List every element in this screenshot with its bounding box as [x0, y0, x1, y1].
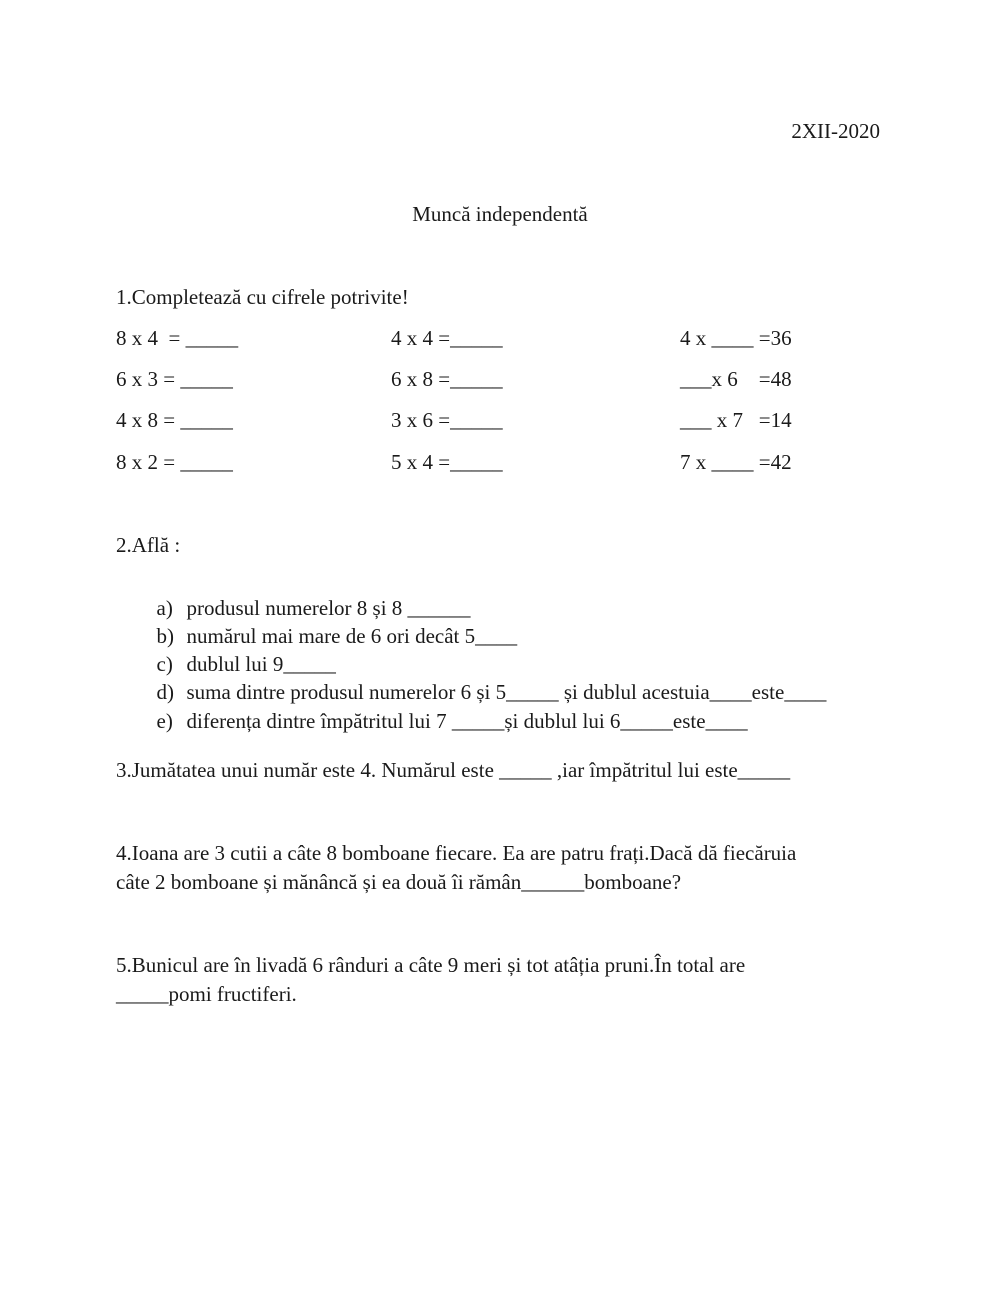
equation: 6 x 8 =_____ — [391, 367, 503, 391]
list-marker: a) — [156, 596, 173, 620]
list-marker: d) — [156, 680, 174, 704]
exercise-3-text: 3.Jumătatea unui număr este 4. Numărul este _____ ,iar împătritul lui este_____ — [116, 758, 791, 782]
equation: 4 x 8 = _____ — [116, 408, 233, 432]
page-title: Muncă independentă — [412, 202, 588, 226]
list-item-text: numărul mai mare de 6 ori decât 5____ — [186, 624, 518, 648]
equation: 5 x 4 =_____ — [391, 450, 503, 474]
equation: 3 x 6 =_____ — [391, 408, 503, 432]
list-item — [146, 690, 748, 732]
equation: 6 x 3 = _____ — [116, 367, 233, 391]
list-marker: e) — [156, 709, 173, 733]
list-item-text: produsul numerelor 8 și 8 ______ — [186, 596, 471, 620]
exercise-1-heading: 1.Completează cu cifrele potrivite! — [116, 285, 409, 309]
list-item-text: suma dintre produsul numerelor 6 și 5_____ și dublul acestuia____este____ — [186, 680, 827, 704]
exercise-5-line-1: 5.Bunicul are în livadă 6 rânduri a câte 9 meri și tot atâția pruni.În total are — [116, 953, 746, 977]
equation: 7 x ____ =42 — [680, 450, 792, 474]
exercise-4-line-2: câte 2 bomboane și mănâncă și ea două îi rămân______bomboane? — [116, 870, 682, 894]
equation: ___x 6 =48 — [680, 367, 792, 391]
equation: 4 x ____ =36 — [680, 326, 792, 350]
exercise-4-line-1: 4.Ioana are 3 cutii a câte 8 bomboane fiecare. Ea are patru frați.Dacă dă fiecăruia — [116, 841, 797, 865]
exercise-2-heading: 2.Află : — [116, 533, 181, 557]
list-marker: b) — [156, 624, 174, 648]
exercise-5-line-2: _____pomi fructiferi. — [116, 982, 297, 1006]
date: 2XII-2020 — [791, 119, 880, 143]
list-item-text: dublul lui 9_____ — [186, 652, 336, 676]
equation: ___ x 7 =14 — [680, 408, 792, 432]
list-item-text: diferența dintre împătritul lui 7 _____și dublul lui 6_____este____ — [186, 709, 748, 733]
equation: 8 x 2 = _____ — [116, 450, 233, 474]
list-marker: c) — [156, 652, 173, 676]
equation: 8 x 4 = _____ — [116, 326, 239, 350]
equation: 4 x 4 =_____ — [391, 326, 503, 350]
